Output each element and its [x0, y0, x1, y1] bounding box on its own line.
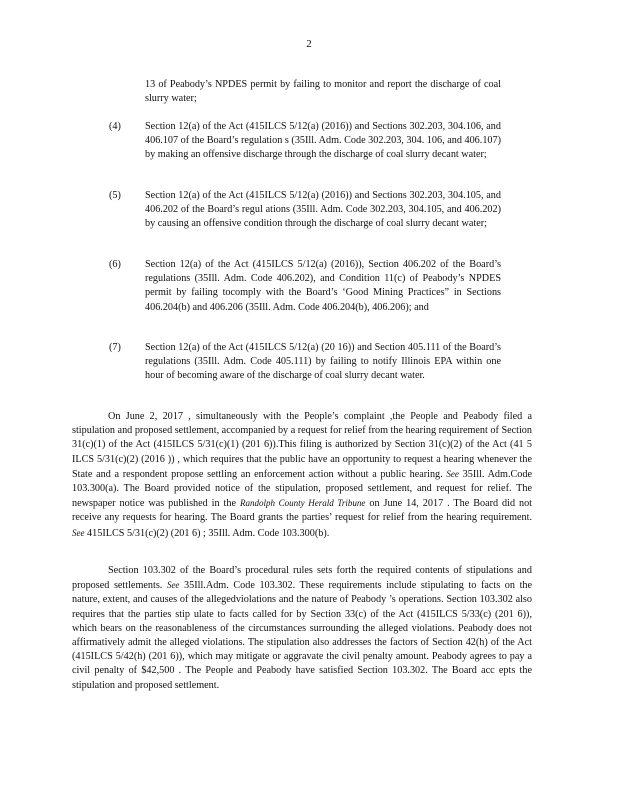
page-number: 2 — [306, 38, 312, 50]
item-text: Section 12(a) of the Act (415ILCS 5/12(a) (20 16)) and Section 405.111 of the Board’s regulations (35Ill. Adm. Code 405.111) by failing to notify Illinois EPA within one hour of becoming aware of the discharge of coal slurry decant water. — [145, 342, 501, 382]
item-text: Section 12(a) of the Act (415ILCS 5/12(a) (2016)) and Sections 302.203, 304.106, and 406.107 of the Board’s regulation s (35Ill. Adm. Code 302.203, 304. 106, and 406.107) by making an offensive discharge through the discharge of coal slurry decant water; — [145, 121, 501, 161]
item-text: Section 12(a) of the Act (415ILCS 5/12(a) (2016)), Section 406.202 of the Board’s regulations (35Ill. Adm. Code 406.202), and Condition 11(c) of Peabody’s NPDES permit by failing tocomply with the Board’s ‘Good Mining Practices” in Sections 406.204(b) and 406.206 (35Ill. Adm. Code 406.204(b), 406.206); and — [145, 259, 501, 313]
item-text: Section 12(a) of the Act (415ILCS 5/12(a) (2016)) and Sections 302.203, 304.105, and 406.202 of the Board’s regul ations (35Ill. Adm. Code 302.203, 304.105, and 406.202) by causing an offensive condition through the discharge of coal slurry decant water; — [145, 190, 501, 230]
paragraph-text: 35Ill.Adm. Code 103.302. These requirements include stipulating to facts on the nature, extent, and causes of the allegedviolations and the nature of Peabody ’s operations. Section 103.302 also requires that the parties stip ulate to facts called for by Section 33(c) of the Act (415ILCS 5/33(c) (201 6)), which bears on the reasonableness of the circumstances surrounding the alleged violations. Peabody does not affirmatively admit the alleged violations. The stipulation also addresses the factors of Section 42(h) of the Act (415ILCS 5/42(h) (201 6)), which may mitigate or aggravate the civil penalty amount. Peabody agrees to pay a civil penalty of $42,500 . The People and Peabody have satisfied Section 103.302. The Board acc epts the stipulation and proposed settlement. — [72, 580, 533, 691]
list-item — [109, 189, 509, 232]
see-citation-signal: See — [446, 468, 459, 479]
paragraph-text: on June 14, 2017 . The Board did not receive any requests for hearing. The Board grants the parties’ request for relief from the hearing requirement. — [72, 498, 533, 524]
paragraph-text: 35Ill. Adm.Code 103.300(a). The Board provided notice of the stipulation, proposed settlement, and request for relief. The newspaper notice was published in the — [72, 468, 533, 510]
newspaper-name: Randolph County Herald Tribune — [239, 498, 366, 509]
item-number: (5) — [109, 190, 121, 201]
see-citation-signal: See — [72, 527, 85, 538]
list-item — [109, 120, 509, 163]
list-item-continuation — [109, 78, 509, 106]
body-paragraph — [72, 410, 532, 541]
list-item — [109, 341, 509, 384]
see-citation-signal: See — [166, 580, 180, 591]
item-number: (7) — [109, 342, 121, 353]
item-number: (4) — [109, 121, 121, 132]
paragraph-text: 415ILCS 5/31(c)(2) (201 6) ; 35Ill. Adm. Code 103.300(b). — [87, 527, 330, 539]
paragraph-text: Section 103.302 of the Board’s procedural rules sets forth the required contents of stipulations and proposed settlements. — [72, 565, 532, 592]
list-item — [109, 258, 509, 315]
item-text: 13 of Peabody’s NPDES permit by failing to monitor and report the discharge of coal slurry water; — [145, 79, 501, 105]
item-number: (6) — [109, 259, 121, 270]
body-paragraph — [72, 564, 532, 693]
paragraph-text: On June 2, 2017 , simultaneously with the People’s complaint ,the People and Peabody filed a stipulation and proposed settlement, accompanied by a request for relief from the hearing requirement of Section 31(c)(1) of the Act (415ILCS 5/31(c)(1) (201 6)).This filing is authorized by Section 31(c)(2) of the Act (41 5 ILCS 5/31(c)(2) (2016 )) , which requires that the public have an opportunity to request a hearing whenever the State and a respondent propose settling an enforcement action without a public hearing. — [72, 411, 532, 480]
